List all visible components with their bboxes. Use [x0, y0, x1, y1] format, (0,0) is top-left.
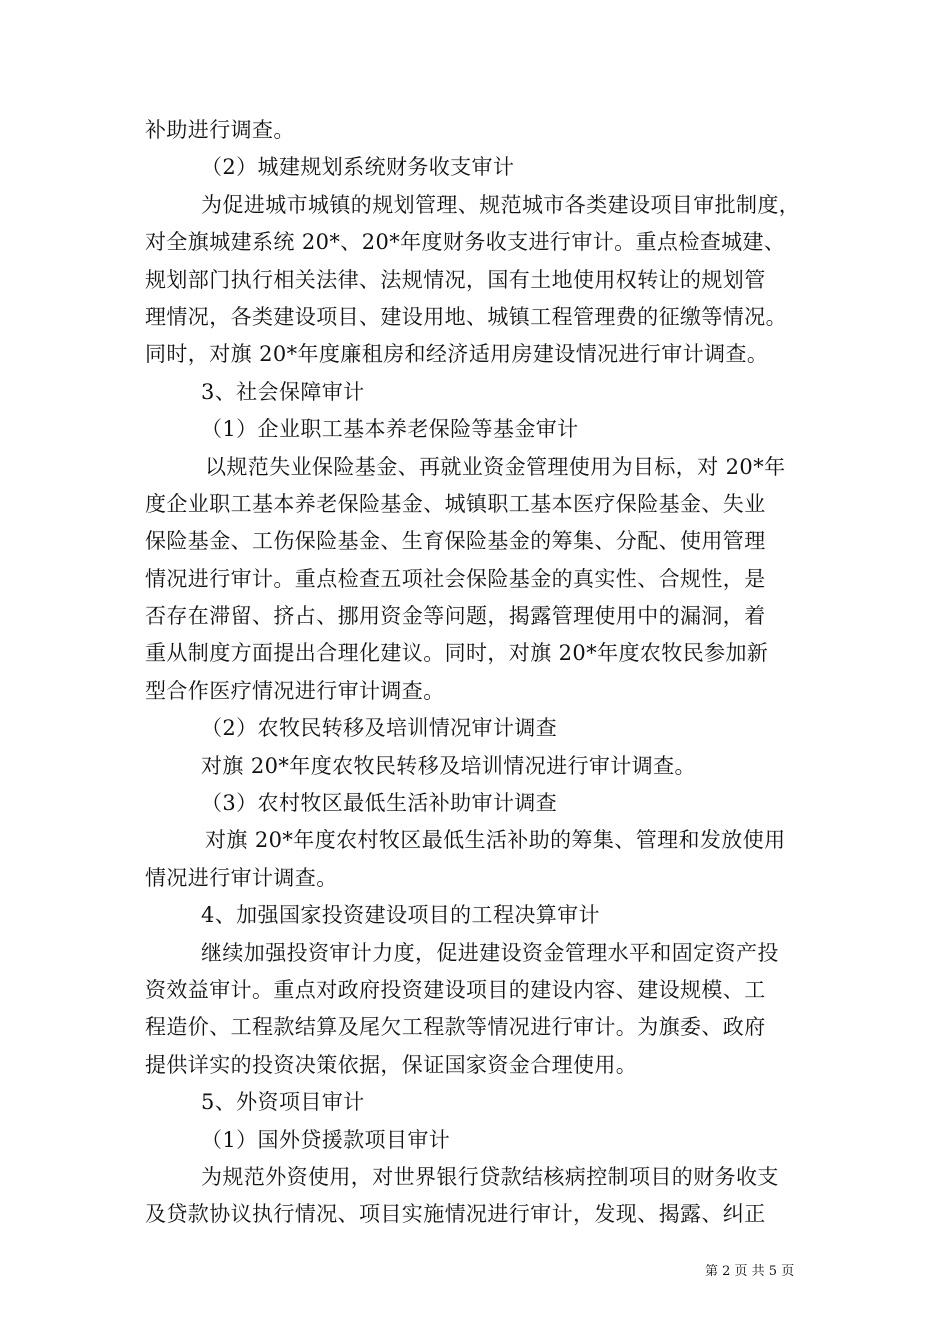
text-line: 否存在滞留、挤占、挪用资金等问题，揭露管理使用中的漏洞，着 — [145, 604, 766, 629]
text-line: 度企业职工基本养老保险基金、城镇职工基本医疗保险基金、失业 — [145, 491, 766, 516]
section-heading: 3、社会保障审计 — [201, 379, 365, 404]
text-line: 对全旗城建系统 20*、20*年度财务收支进行审计。重点检查城建、 — [145, 230, 786, 255]
text-line: 情况进行审计。重点检查五项社会保险基金的真实性、合规性，是 — [145, 566, 766, 591]
section-heading: （3）农村牧区最低生活补助审计调查 — [201, 791, 558, 816]
text-line: 型合作医疗情况进行审计调查。 — [145, 678, 445, 703]
document-body — [145, 112, 815, 1234]
text-line: 规划部门执行相关法律、法规情况，国有土地使用权转让的规划管 — [145, 267, 766, 292]
page-number: 第 2 页 共 5 页 — [705, 1264, 795, 1279]
text-line: 对旗 20*年度农牧民转移及培训情况进行审计调查。 — [201, 753, 696, 778]
text-line: 为促进城市城镇的规划管理、规范城市各类建设项目审批制度， — [201, 192, 801, 217]
section-heading: （1）国外贷援款项目审计 — [201, 1127, 451, 1152]
text-line: 对旗 20*年度农村牧区最低生活补助的筹集、管理和发放使用 — [205, 828, 786, 853]
section-heading: （1）企业职工基本养老保险等基金审计 — [201, 417, 579, 442]
section-heading: （2）城建规划系统财务收支审计 — [201, 155, 515, 180]
text-line: 资效益审计。重点对政府投资建设项目的建设内容、建设规模、工 — [145, 977, 766, 1002]
text-line: 为规范外资使用，对世界银行贷款结核病控制项目的财务收支 — [201, 1164, 779, 1189]
text-line: 以规范失业保险基金、再就业资金管理使用为目标，对 20*年 — [205, 454, 786, 479]
text-line: 保险基金、工伤保险基金、生育保险基金的筹集、分配、使用管理 — [145, 529, 766, 554]
text-line: 情况进行审计调查。 — [145, 865, 338, 890]
section-heading: （2）农牧民转移及培训情况审计调查 — [201, 716, 558, 741]
text-line: 程造价、工程款结算及尾欠工程款等情况进行审计。为旗委、政府 — [145, 1015, 766, 1040]
text-line: 同时，对旗 20*年度廉租房和经济适用房建设情况进行审计调查。 — [145, 342, 769, 367]
text-line: 继续加强投资审计力度，促进建设资金管理水平和固定资产投 — [201, 940, 779, 965]
text-line: 补助进行调查。 — [145, 118, 295, 142]
section-heading: 4、加强国家投资建设项目的工程决算审计 — [201, 903, 600, 928]
text-line: 及贷款协议执行情况、项目实施情况进行审计，发现、揭露、纠正 — [145, 1202, 766, 1227]
text-line: 重从制度方面提出合理化建议。同时，对旗 20*年度农牧民参加新 — [145, 641, 769, 666]
text-line: 提供详实的投资决策依据，保证国家资金合理使用。 — [145, 1052, 638, 1077]
text-line: 理情况，各类建设项目、建设用地、城镇工程管理费的征缴等情况。 — [145, 304, 787, 329]
section-heading: 5、外资项目审计 — [201, 1090, 365, 1115]
